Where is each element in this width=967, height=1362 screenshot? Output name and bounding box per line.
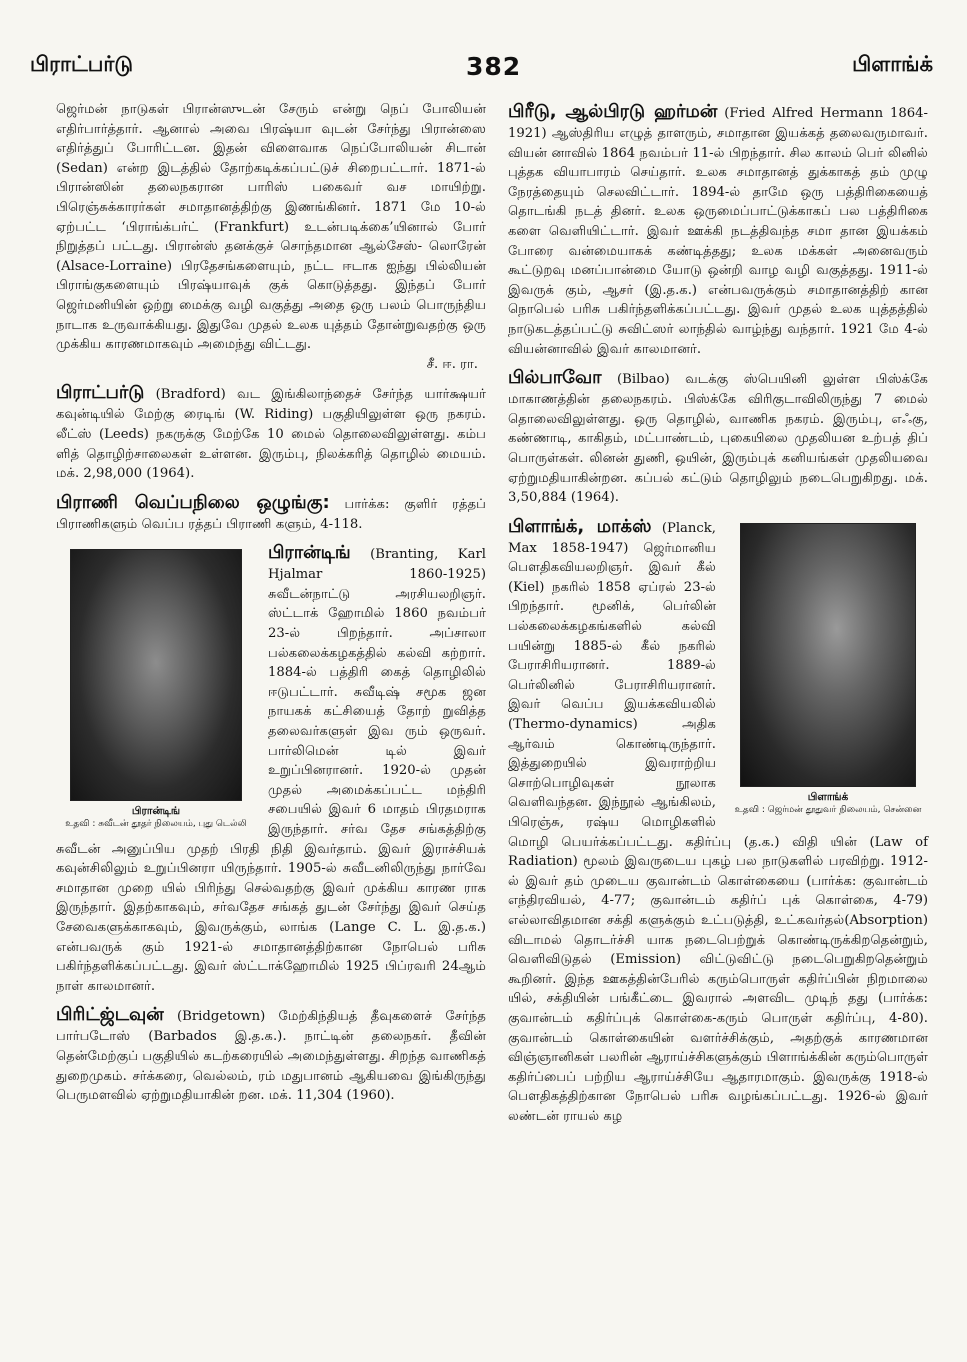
portrait-photo <box>70 549 242 801</box>
headword: பில்பாவோ <box>508 367 602 389</box>
headword: பிராணி வெப்பநிலை ஒழுங்கு: <box>56 491 330 513</box>
entry-text: (Bilbao) வடக்கு ஸ்பெயினி லுள்ள பிஸ்க்கே மாகாணத்தின் தலைநகரம். பிஸ்க்கே விரிகுடாவிலிருந்து 7 மைல் தொலைவிலுள்ளது. ஒரு தொழில், வாணிக நகரம். இரும்பு, எஃகு, கண்ணாடி, காகிதம், மட்பாண்டம், புகையிலை முதலியன உற்பத் திப் பொருள்கள். லினன் துணி, ஒயின், இரும்புக் கனியங்கள் முதலியவை ஏற்றுமதியாகின்றன. கப்பல் கட்டும் தொழிலும் நடைபெறுகிறது. மக். 3,50,884 (1964). <box>508 372 928 506</box>
headword: பிரிட்ஜ்டவுன் <box>56 1004 164 1026</box>
branting-photo-figure <box>56 549 256 831</box>
entry-bradford <box>56 381 486 483</box>
headword: பிராட்பர்டு <box>56 382 145 404</box>
entry-bridgetown <box>56 1003 486 1105</box>
entry-text: (Planck, Max 1858-1947) ஜெர்மானிய பௌதிகவியலறிஞர். இவர் கீல் (Kiel) நகரில் 1858 ஏப்ரல் 23-ல் பிறந்தார். மூனிக், பெர்லின் பல்கலைக்கழகங்களில் கல்வி பயின்று 1885-ல் கீல் நகரில் பேராசிரியரானர். 1889-ல் பெர்லினில் பேராசிரியரானர். இவர் வெப்ப இயக்கவியலில் (Thermo-dynamics) அதிக ஆர்வம் கொண்டிருந்தார். இத்துறையில் இவராற்றிய சொற்பொழிவுகள் நூலாக வெளிவந்தன. இந்நூல் ஆங்கிலம், பிரெஞ்சு, ரஷ்ய மொழிகளில் மொழி பெயர்க்கப்பட்டது. கதிர்ப்பு (த.க.) விதி யின் (Law of Radiation) மூலம் இவருடைய புகழ் பல நாடுகளில் பரவிற்று. 1912-ல் இவர் தம் முடைய குவான்டம் கொள்கையை (பார்க்க: குவான்டம் எந்திரவியல், 4-77; குவான்டம் கதிர்ப் புக் கொள்கை, 4-79) எல்லாவிதமான சக்தி களுக்கும் உட்படுத்தி, உட்கவர்தல்(Absorption) விடாமல் தொடர்ச்சி யாக நடைபெற்றுக் கொண்டிருக்கிறதென்றும், வெளிவிடுதல் (Emission) விட்டுவிட்டு நடைபெறுகிறதென்றும் கூறினர். இந்த ஊகத்தின்பேரில் கரும்பொருள் கதிர்ப்பின் நிறமாலை யில், சக்தியின் பங்கீட்டை இவரால் அளவிட முடிந் தது (பார்க்க: குவான்டம் கதிர்ப்புக் கொள்கை-கரும் பொருள் கதிர்ப்பு, 4-80). குவான்டம் கொள்கையின் வளர்ச்சிக்கும், அதற்குக் காரணமான விஞ்ஞானிகள் பலரின் ஆராய்ச்சிகளுக்கும் பிளாங்க்கின் கரும்பொருள் கதிர்ப்பைப் பற்றிய ஆராய்ச்சியே ஆதாரமாகும். இவருக்கு 1918-ல் பௌதிகத்திற்கான நோபெல் பரிசு வழங்கப்பட்டது. 1926-ல் இவர் லண்டன் ராயல் கழ <box>508 520 928 1124</box>
portrait-photo <box>740 523 916 787</box>
entry-text: (Fried Alfred Hermann 1864-1921) ஆஸ்திரிய எழுத் தாளரும், சமாதான இயக்கத் தலைவருமாவர். வியன் னாவில் 1864 நவம்பர் 11-ல் பிறந்தார். சில காலம் பெர் லினில் புத்தக வியாபாரம் செய்தார். உலக சமாதானத் துக்காகத் தம் முழு நேரத்தையும் செலவிட்டார். 1894-ல் தாமே ஒரு பத்திரிகையைத் தொடங்கி நடத் தினர். உலக ஒருமைப்பாட்டுக்காகப் பல பத்திரிகை களை வெளியிட்டார். இவர் ஊக்கி நடத்திவந்த சமா தான இயக்கம் போரை வன்மையாகக் கண்டித்தது; உலக மக்கள் அனைவரும் கூட்டுறவு மனப்பான்மை யோடு ஒன்றி வாழ வழி வகுத்தது. 1911-ல் இவருக் கும், ஆசர் (இ.த.க.) என்பவருக்கும் சமாதானத்திற் கான நொபெல் பரிசு பகிர்ந்தளிக்கப்பட்டது. இவர் முதல் உலக யுத்தத்தில் நாடுகடத்தப்பட்டு சுவிட்ஸர் லாந்தில் வாழ்ந்து வந்தார். 1921 மே 4-ல் வியன்னாவில் இவர் காலமானர். <box>508 106 929 357</box>
entry-planck <box>508 515 928 1127</box>
headword: பிரான்டிங் <box>268 542 351 564</box>
page-number: 382 <box>466 52 522 81</box>
running-head-right: பிளாங்க் <box>852 52 933 76</box>
running-head-left: பிராட்பர்டு <box>30 52 134 76</box>
entry-bilbao <box>508 366 928 508</box>
entry-text: (Bridgetown) மேற்கிந்தியத் தீவுகளைச் சேர்ந்த பார்படோஸ் (Barbados இ.த.க.). நாட்டின் தலைநகர். தீவின் தென்மேற்குப் பகுதியில் கடற்கரையில் அமைந்துள்ளது. சிறந்த வாணிகத் துறைமுகம். சர்க்கரை, வெல்லம், ரம் மதுபானம் ஆகியவை இங்கிருந்து பெருமளவில் ஏற்றுமதியாகின் றன. மக். 11,304 (1960). <box>56 1009 486 1104</box>
photo-credit: உதவி : சுவீடன் தூதர் நிலையம், புது டெல்லி <box>65 819 247 830</box>
headword: பிரீடு, ஆல்பிரடு ஹர்மன் <box>508 101 718 122</box>
photo-credit: உதவி : ஜெர்மன் தூதுவர் நிலையம், சென்னை <box>734 804 922 815</box>
entry-text: பார்க்க: குளிர் ரத்தப் பிராணிகளும் வெப்ப ரத்தப் பிராணி களும், 4-118. <box>56 496 486 532</box>
entry-text: (Branting, Karl Hjalmar 1860-1925) சுவீடன்நாட்டு அரசியலறிஞர். ஸ்ட்டாக் ஹோமில் 1860 நவம்பர் 23-ல் பிறந்தார். அப்சாலா பல்கலைக்கழகத்தில் கல்வி கற்றார். 1884-ல் பத்திரி கைத் தொழிலில் ஈடுபட்டார். சுவீடிஷ் சமூக ஜன நாயகக் கட்சியைத் தோற் றுவித்த தலைவர்களுள் இவ ரும் ஒருவர். பார்லிமென் டில் இவர் உறுப்பினரானர். 1920-ல் முதன் முதல் அமைக்கப்பட்ட மந்திரி சபையில் இவர் 6 மாதம் பிரதமராக இருந்தார். சர்வ தேச சங்கத்திற்கு சுவீடன் அனுப்பிய முதற் பிரதி நிதி இவர்தாம். இவர் இராச்சியக் கவுன்சிலிலும் உறுப்பினரா யிருந்தார். 1905-ல் சுவீடனிலிருந்து நார்வே சமாதான முறை யில் பிரிந்து செல்வதற்கு இவர் முக்கிய காரண ராக இருந்தார். இதற்காகவும், சர்வதேச சங்கத் துடன் சேர்ந்து இவர் செய்த சேவைகளுக்காகவும், இவருக்கும், லாங்க (Lange C. L. இ.த.க.) என்பவருக் கும் 1921-ல் சமாதானத்திற்கான நோபெல் பரிசு பகிர்ந்தளிக்கப்பட்டது. இவர் ஸ்ட்டாக்ஹோமில் 1925 பிப்ரவரி 24ஆம் நாள் காலமானர். <box>56 547 486 994</box>
entry-fried <box>508 100 928 359</box>
left-column <box>56 100 486 1106</box>
entry-text: (Bradford) வட இங்கிலாந்தைச் சேர்ந்த யார்க்ஷயர் கவுன்டியில் மேற்கு ரைடிங் (W. Riding) பகுதியிலுள்ள ஒரு நகரம். லீட்ஸ் (Leeds) நகருக்கு மேற்கே 10 மைல் தொலைவிலுள்ளது. கம்ப ளித் தொழிற்சாலைகள் உள்ளன. இரும்பு, நிலக்கரித் தொழில் மையம். மக். 2,98,000 (1964). <box>56 387 487 482</box>
headword: பிளாங்க், மாக்ஸ் <box>508 515 652 537</box>
photo-caption: பிரான்டிங் <box>131 805 181 818</box>
right-column <box>508 100 928 1127</box>
planck-photo-figure <box>728 523 928 817</box>
continued-text: ஜெர்மன் நாடுகள் பிரான்ஸுடன் சேரும் என்று நெப் போலியன் எதிர்பார்த்தார். ஆனால் அவை பிரஷ்யா வுடன் சேர்ந்து பிரான்ஸை எதிர்த்துப் போரிட்டன. இதன் விளைவாக நெப்போலியன் சிடான் (Sedan) என்ற இடத்தில் தோற்கடிக்கப்பட்டுச் சிறைபட்டார். 1871-ல் பிரான்ஸின் தலைநகரான பாரிஸ் பகைவர் வச மாயிற்று. பிரெஞ்சுக்காரர்கள் சமாதானத்திற்கு இணங்கினர். 1871 மே 10-ல் ஏற்பட்ட ‘பிராங்க்பர்ட் (Frankfurt) உடன்படிக்கை’யினால் போர் நிறுத்தப் பட்டது. பிரான்ஸ் தனக்குச் சொந்தமான ஆல்சேஸ்- லொரேன் (Alsace-Lorraine) பிரதேசங்களையும், நட்ட ஈடாக ஐந்து பில்லியன் பிராங்குகளையும் பிரஷ்யாவுக் குக் கொடுத்தது. இந்தப் போர் ஜெர்மனியின் ஒற்று மைக்கு வழி வகுத்து அதை ஒரு பலம் பொருந்திய நாடாக உருவாக்கியது. இதுவே முதல் உலக யுத்தம் தோன்றுவதற்கு ஒரு முக்கிய காரணமாகவும் அமைந்து விட்டது. <box>56 102 486 353</box>
photo-caption: பிளாங்க் <box>807 790 849 803</box>
author-initials: சீ. ஈ. ரா. <box>426 356 478 372</box>
entry-animal-temperature <box>56 491 486 535</box>
entry-branting <box>56 541 486 996</box>
